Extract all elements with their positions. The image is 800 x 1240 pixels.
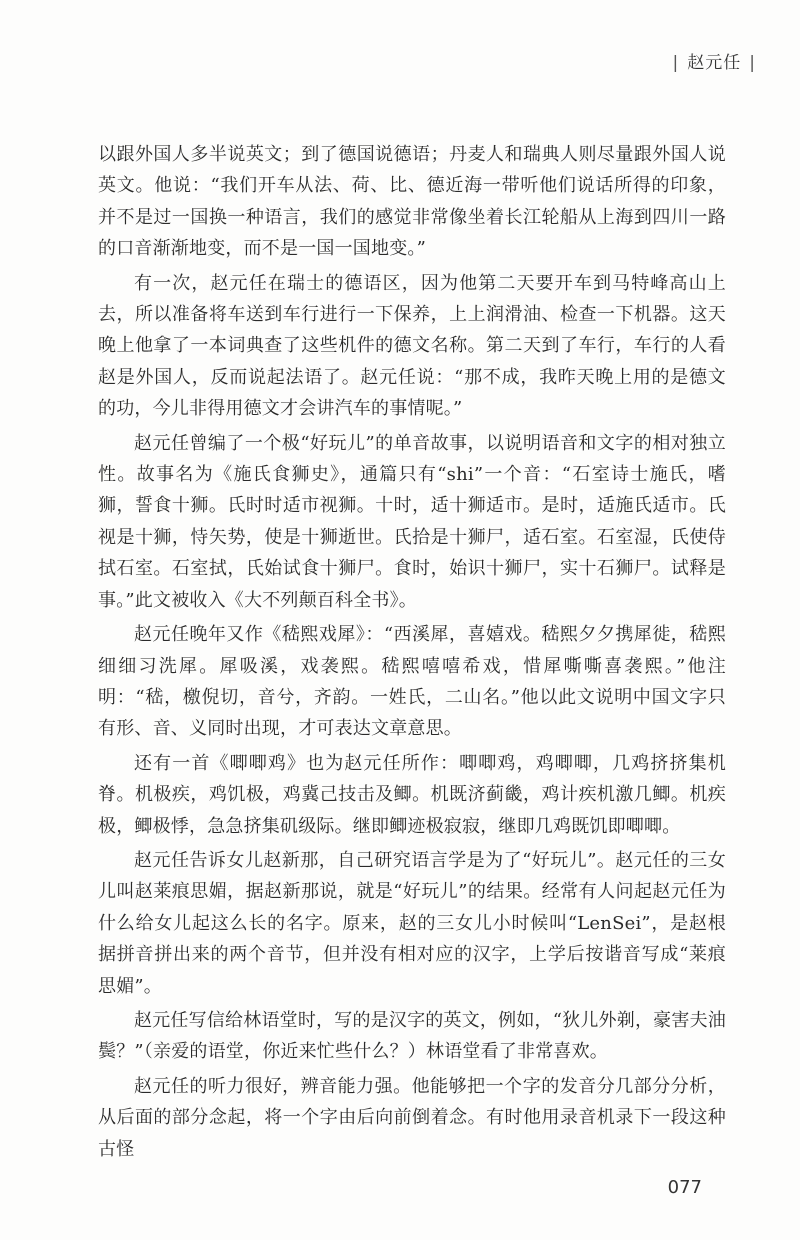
paragraph: 赵元任的听力很好，辨音能力强。他能够把一个字的发音分几部分分析，从后面的部分念起，将一个字由后向前倒着念。有时他用录音机录下一段这种古怪 <box>98 1075 726 1160</box>
paragraph: 赵元任曾编了一个极“好玩儿”的单音故事，以说明语音和文字的相对独立性。故事名为《施氏食狮史》，通篇只有“shi”一个音：“石室诗士施氏，嗜狮，誓食十狮。氏时时适市视狮。十时，适十狮适市。是时，适施氏适市。氏视是十狮，恃矢势，使是十狮逝世。氏拾是十狮尸，适石室。石室湿，氏使侍拭石室。石室拭，氏始试食十狮尸。食时，始识十狮尸，实十石狮尸。试释是事。”此文被收入《大不列颠百科全书》。 <box>98 432 726 611</box>
page-number: 077 <box>667 1177 702 1198</box>
header-divider-left: | <box>672 53 680 73</box>
paragraph: 赵元任告诉女儿赵新那，自己研究语言学是为了“好玩儿”。赵元任的三女儿叫赵莱痕思媚，据赵新那说，就是“好玩儿”的结果。经常有人问起赵元任为什么给女儿起这么长的名字。原来，赵的三女儿小时候叫“LenSei”，是赵根据拼音拼出来的两个音节，但并没有相对应的汉字，上学后按谐音写成“莱痕思媚”。 <box>98 849 726 997</box>
body-text <box>98 139 726 1165</box>
header-divider-right: | <box>749 53 756 73</box>
paragraph: 有一次，赵元任在瑞士的德语区，因为他第二天要开车到马特峰高山上去，所以准备将车送到车行进行一下保养，上上润滑油、检查一下机器。这天晚上他拿了一本词典查了这些机件的德文名称。第二天到了车行，车行的人看赵是外国人，反而说起法语了。赵元任说：“那不成，我昨天晚上用的是德文的功，今儿非得用德文才会讲汽车的事情呢。” <box>98 272 726 420</box>
running-header <box>665 48 764 73</box>
chapter-title: 赵元任 <box>687 53 742 73</box>
paragraph: 还有一首《唧唧鸡》也为赵元任所作：唧唧鸡，鸡唧唧，几鸡挤挤集机脊。机极疾，鸡饥极，鸡冀己技击及鲫。机既济蓟畿，鸡计疾机激几鲫。机疾极，鲫极悸，急急挤集矶级际。继即鲫迹极寂寂，继即几鸡既饥即唧唧。 <box>98 752 726 837</box>
paragraph-continued: 以跟外国人多半说英文；到了德国说德语；丹麦人和瑞典人则尽量跟外国人说英文。他说：“我们开车从法、荷、比、德近海一带听他们说话所得的印象，并不是过一国换一种语言，我们的感觉非常像坐着长江轮船从上海到四川一路的口音渐渐地变，而不是一国一国地变。” <box>98 144 726 260</box>
paragraph: 赵元任晚年又作《嵇熙戏犀》：“西溪犀，喜嬉戏。嵇熙夕夕携犀徙，嵇熙细细习洗犀。犀吸溪，戏袭熙。嵇熙嘻嘻希戏，惜犀嘶嘶喜袭熙。”他注明：“嵇，檄倪切，音兮，齐韵。一姓氏，二山名。”他以此文说明中国文字只有形、音、义同时出现，才可表达文章意思。 <box>98 624 726 740</box>
paragraph: 赵元任写信给林语堂时，写的是汉字的英文，例如，“狄儿外剃，豪害夫油鬓？”（亲爱的语堂，你近来忙些什么？）林语堂看了非常喜欢。 <box>98 1009 726 1063</box>
